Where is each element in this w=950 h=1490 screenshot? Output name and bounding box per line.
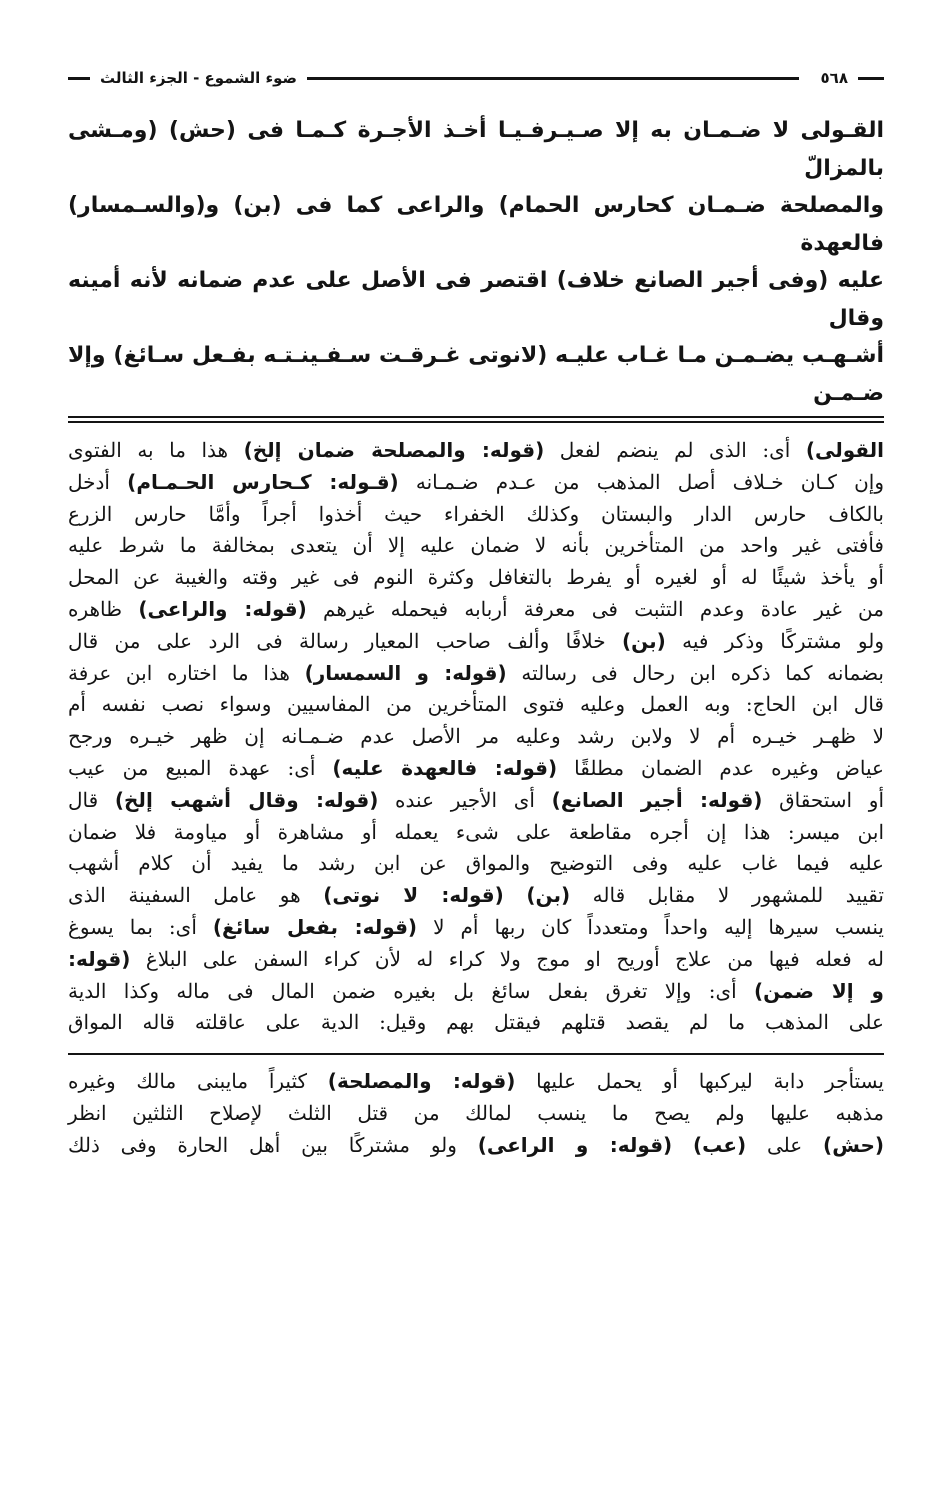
bold-citation: (قوله: أجير الصانع)	[551, 787, 763, 812]
footnote-line	[68, 1129, 884, 1161]
bold-citation: (قوله: و الراعى)	[477, 1133, 673, 1158]
page-header	[68, 60, 884, 96]
text-run: أى: بما يسوغ	[68, 914, 213, 939]
text-run: كثيراً مايبنى مالك وغيره	[68, 1069, 328, 1094]
bold-citation: و إلا ضمن)	[754, 978, 884, 1003]
main-text-separator	[68, 416, 884, 423]
text-run: على المذهب ما لم يقصد قتلهم فيقتل بهم وقيل: الدية على عاقلته قاله المواق	[68, 1010, 884, 1035]
text-run: بالكاف حارس الدار والبستان وكذلك الخفراء حيث أخذوا أجراً وأمَّا حارس الزرع	[68, 501, 884, 526]
text-run: أى الأجير عنده	[378, 787, 552, 812]
commentary-line	[68, 1007, 884, 1039]
text-run: ولو مشتركًا وذكر فيه	[665, 628, 884, 653]
bold-citation: (عب)	[693, 1133, 747, 1158]
main-text	[68, 112, 884, 412]
text-run: عياض وغيره عدم الضمان مطلقًا	[557, 755, 884, 780]
bold-citation: (قوله: بفعل سائغ)	[212, 914, 418, 939]
text-run: ظاهره	[68, 596, 139, 621]
text-run: ولو مشتركًا بين أهل الحارة وفى ذلك	[68, 1133, 478, 1158]
bold-citation: (قوله: فالعهدة عليه)	[332, 755, 558, 780]
text-run: ابن ميسر: هذا إن أجره مقاطعة على شىء يعمله أو مشاهرة أو مياومة فلا ضمان	[68, 819, 884, 844]
bold-citation: (قوله: والمصلحة)	[327, 1069, 516, 1094]
footnote-separator	[68, 1053, 884, 1055]
commentary-line	[68, 658, 884, 690]
text-run: أى: الذى لم ينضم لفعل	[544, 438, 806, 462]
commentary-line	[68, 912, 884, 944]
main-text-line: عليه (وفى أجير الصانع خلاف) اقتصر فى الأصل على عدم ضمانه لأنه أمينه وقال	[68, 268, 884, 331]
text-run: فأفتى غير واحد من المتأخرين بأنه لا ضمان عليه إلا أن يتعدى بمخالفة ما شرط عليه	[68, 533, 884, 558]
text-run: خلافًا وألف صاحب المعيار رسالة فى الرد على من قال	[68, 628, 622, 653]
commentary-line	[68, 785, 884, 817]
text-run: أى: وإلا تغرق بفعل سائغ بل بغيره ضمن المال فى ماله وكذا الدية	[68, 978, 755, 1003]
text-run: عليه فيما غاب عليه وفى التوضيح والمواق عن ابن رشد ما يفيد أن كلام أشهب	[68, 851, 884, 876]
text-run: قال	[68, 787, 115, 812]
bold-citation: (بن)	[526, 883, 571, 908]
commentary-line	[68, 880, 884, 912]
text-run: لا ظهـر خيـره أم لا ولابن رشد وعليه مر الأصل عدم ضـمـانه إن ظهر خيـره ورجح	[68, 724, 885, 749]
bold-citation: (قوله: والمصلحة ضمان إلخ)	[243, 438, 545, 462]
text-run	[672, 1133, 693, 1157]
commentary-line	[68, 562, 884, 594]
commentary-line	[68, 753, 884, 785]
commentary-line	[68, 530, 884, 562]
commentary-line	[68, 944, 884, 976]
commentary-line	[68, 594, 884, 626]
bold-citation: (قوله: والراعى)	[138, 596, 307, 621]
text-run: مذهبه عليها ولم يصح ما ينسب لمالك من قتل الثلث لإصلاح الثلثين انظر	[68, 1101, 884, 1126]
text-run: هذا ما به الفتوى	[68, 438, 244, 462]
commentary-line	[68, 721, 884, 753]
text-run: له فعله فيها من علاج أوريح او موج ولا كراء له لأن كراء السفن على البلاغ	[130, 946, 884, 971]
bold-citation: (قوله:	[68, 946, 131, 971]
bold-citation: (حش)	[823, 1133, 885, 1158]
main-text-line: والمصلحة ضـمـان كحارس الحمام) والراعى كما فى (بن) و(والسـمسار) فالعهدة	[68, 193, 884, 256]
bold-citation: (قوله: و السمسار)	[304, 660, 507, 685]
book-title: ضوء الشموع - الجزء الثالث	[100, 69, 298, 87]
footnote-line	[68, 1097, 884, 1129]
header-rule-end	[68, 77, 90, 80]
text-run: ينسب سيرها إليه واحداً ومتعدداً كان ربها أم لا	[417, 914, 884, 939]
text-run: يستأجر دابة ليركبها أو يحمل عليها	[515, 1069, 884, 1094]
main-text-line: أشـهـب يضـمـن مـا غـاب عليـه (لانوتى غـرقـت سـفـينـتـه بفـعل سـائغ) وإلا ضـمـن	[68, 343, 884, 406]
commentary-line	[68, 976, 884, 1008]
text-run: قال ابن الحاج: وبه العمل وعليه فتوى المتأخرين من المفاسيين وسواء نصب نفسه أم	[68, 692, 884, 717]
main-text-line: القـولى لا ضـمـان به إلا صـيـرفـيـا أخـذ الأجـرة كـمـا فى (حش) (ومـشى بالمزالّ	[68, 118, 884, 181]
text-run: من غير عادة وعدم التثبت فى معرفة أربابه فيحمله غيرهم	[306, 596, 884, 621]
commentary-line	[68, 626, 884, 658]
text-run: هو عامل السفينة الذى	[68, 883, 324, 908]
page-number: ٥٦٨	[820, 69, 848, 87]
text-run: هذا ما اختاره ابن عرفة	[68, 660, 305, 685]
footnote	[68, 1065, 884, 1161]
text-run: أدخل	[68, 469, 128, 494]
commentary-line	[68, 848, 884, 880]
text-run: وإن كـان خـلاف أصل المذهب من عـدم ضـمـانه	[398, 469, 884, 494]
book-page	[68, 60, 884, 1161]
text-run	[504, 883, 527, 907]
header-rule-short	[858, 77, 884, 80]
commentary	[68, 435, 884, 1039]
footnote-line	[68, 1065, 884, 1097]
bold-citation: (قوله: لا نوتى)	[323, 883, 504, 908]
text-run: بضمانه كما ذكره ابن رحال فى رسالته	[506, 660, 884, 685]
commentary-line	[68, 467, 884, 499]
text-run: أو استحقاق	[762, 787, 885, 812]
commentary-line	[68, 689, 884, 721]
bold-citation: (بن)	[621, 628, 666, 653]
header-rule-long	[307, 77, 798, 80]
text-run: أى: عهدة المبيع من عيب	[68, 755, 333, 780]
text-run: أو يأخذ شيئًا له أو لغيره أو يفرط بالتغافل وكثرة النوم فى غير وقته والغيبة عن المحل	[68, 565, 884, 590]
bold-citation: (قـوله: كـحارس الحـمـام)	[127, 469, 399, 494]
text-run: تقييد للمشهور لا مقابل قاله	[570, 883, 884, 908]
text-run: على	[746, 1133, 824, 1158]
commentary-line	[68, 435, 884, 467]
commentary-line	[68, 499, 884, 531]
bold-citation: (قوله: وقال أشهب إلخ)	[114, 787, 379, 812]
bold-citation: القولى)	[805, 438, 885, 462]
commentary-line	[68, 817, 884, 849]
